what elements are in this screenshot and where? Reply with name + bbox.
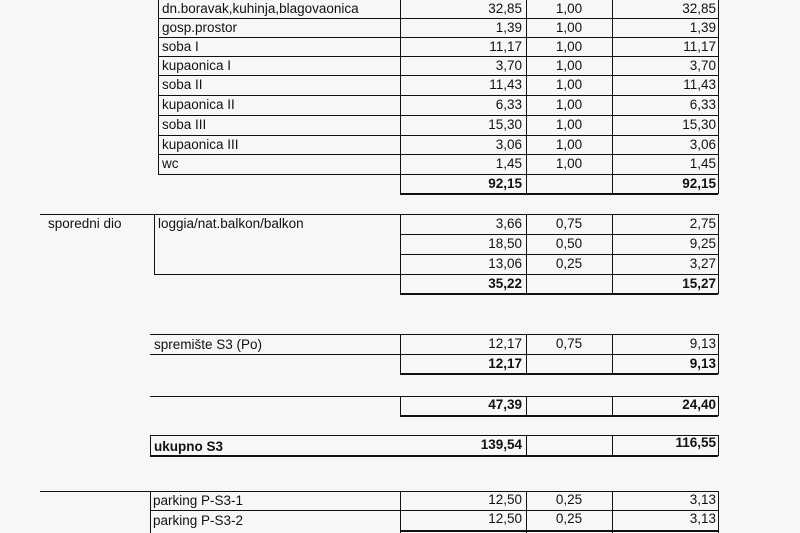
coef-value: 1,00 <box>555 1 583 16</box>
result-value: 32,85 <box>682 1 716 16</box>
table-border <box>526 396 527 416</box>
result-value: 3,27 <box>689 256 716 271</box>
total-underline <box>400 293 718 295</box>
result-total: 24,40 <box>682 397 716 412</box>
result-value: 15,30 <box>682 117 716 132</box>
result-value: 2,75 <box>689 216 716 231</box>
area-value: 13,06 <box>488 256 522 271</box>
area-value: 3,70 <box>495 58 522 73</box>
coef-value: 1,00 <box>555 39 583 54</box>
result-total: 116,55 <box>675 435 716 450</box>
result-total: 92,15 <box>682 176 716 191</box>
table-border <box>150 435 151 456</box>
result-value: 6,33 <box>689 97 716 112</box>
table-border <box>718 0 719 194</box>
area-value: 6,33 <box>495 97 522 112</box>
area-value: 12,17 <box>488 336 522 351</box>
area-value: 3,66 <box>495 216 522 231</box>
coef-value: 0,25 <box>555 511 583 526</box>
table-border <box>154 274 400 275</box>
result-value: 1,39 <box>689 20 716 35</box>
area-value: 3,06 <box>495 137 522 152</box>
parking-name: parking P-S3-2 <box>153 513 244 528</box>
result-value: 9,25 <box>689 236 716 251</box>
coef-value: 1,00 <box>555 156 583 171</box>
coef-value: 1,00 <box>555 58 583 73</box>
area-value: 18,50 <box>488 236 522 251</box>
table-border <box>718 435 719 456</box>
coef-value: 1,00 <box>555 97 583 112</box>
table-border <box>718 396 719 416</box>
area-total: 47,39 <box>488 397 522 412</box>
result-value: 3,06 <box>689 137 716 152</box>
table-border <box>718 214 719 294</box>
room-name: kupaonica I <box>162 58 232 73</box>
result-total: 9,13 <box>689 356 716 371</box>
result-value: 3,70 <box>689 58 716 73</box>
room-name: soba II <box>162 77 203 92</box>
area-total: 12,17 <box>488 356 522 371</box>
room-name: soba I <box>162 39 199 54</box>
area-value: 1,39 <box>495 20 522 35</box>
area-total: 92,15 <box>488 176 522 191</box>
room-name: spremište S3 (Po) <box>154 337 263 352</box>
table-border <box>718 491 719 533</box>
result-total: 15,27 <box>682 276 716 291</box>
result-value: 3,13 <box>689 511 716 526</box>
table-border <box>154 214 155 275</box>
area-value: 32,85 <box>488 1 522 16</box>
area-total: 35,22 <box>488 276 522 291</box>
coef-value: 1,00 <box>555 77 583 92</box>
area-value: 11,43 <box>489 77 522 92</box>
result-value: 3,13 <box>689 492 716 507</box>
table-border <box>158 0 159 175</box>
coef-value: 1,00 <box>555 20 583 35</box>
coef-value: 0,75 <box>555 336 583 351</box>
area-total: 139,54 <box>480 437 522 452</box>
room-name: soba III <box>162 117 207 132</box>
area-value: 12,50 <box>488 492 522 507</box>
coef-value: 1,00 <box>555 137 583 152</box>
table-border <box>150 491 151 533</box>
coef-value: 0,50 <box>555 236 583 251</box>
room-name: kupaonica III <box>162 137 239 152</box>
coef-value: 0,25 <box>555 492 583 507</box>
table-border <box>718 334 719 374</box>
parking-name: parking P-S3-1 <box>153 493 244 508</box>
result-value: 9,13 <box>689 336 716 351</box>
room-name: loggia/nat.balkon/balkon <box>158 216 304 231</box>
room-name: gosp.prostor <box>162 20 238 35</box>
room-name: kupaonica II <box>162 97 235 112</box>
grand-total-label: ukupno S3 <box>154 439 224 454</box>
section-label: sporedni dio <box>48 216 122 231</box>
coef-value: 0,75 <box>555 216 583 231</box>
room-name: wc <box>162 156 179 171</box>
result-value: 11,17 <box>683 39 716 54</box>
coef-value: 1,00 <box>555 117 583 132</box>
area-value: 1,45 <box>495 156 522 171</box>
total-underline <box>400 415 718 417</box>
area-value: 15,30 <box>488 117 522 132</box>
area-value: 11,17 <box>489 39 522 54</box>
result-value: 11,43 <box>683 77 716 92</box>
result-value: 1,45 <box>689 156 716 171</box>
table-border <box>150 455 718 457</box>
coef-value: 0,25 <box>555 256 583 271</box>
total-underline <box>400 530 718 532</box>
total-underline <box>400 373 718 375</box>
total-underline <box>400 193 718 195</box>
table-border <box>526 435 527 456</box>
room-name: dn.boravak,kuhinja,blagovaonica <box>162 1 359 16</box>
area-value: 12,50 <box>488 511 522 526</box>
